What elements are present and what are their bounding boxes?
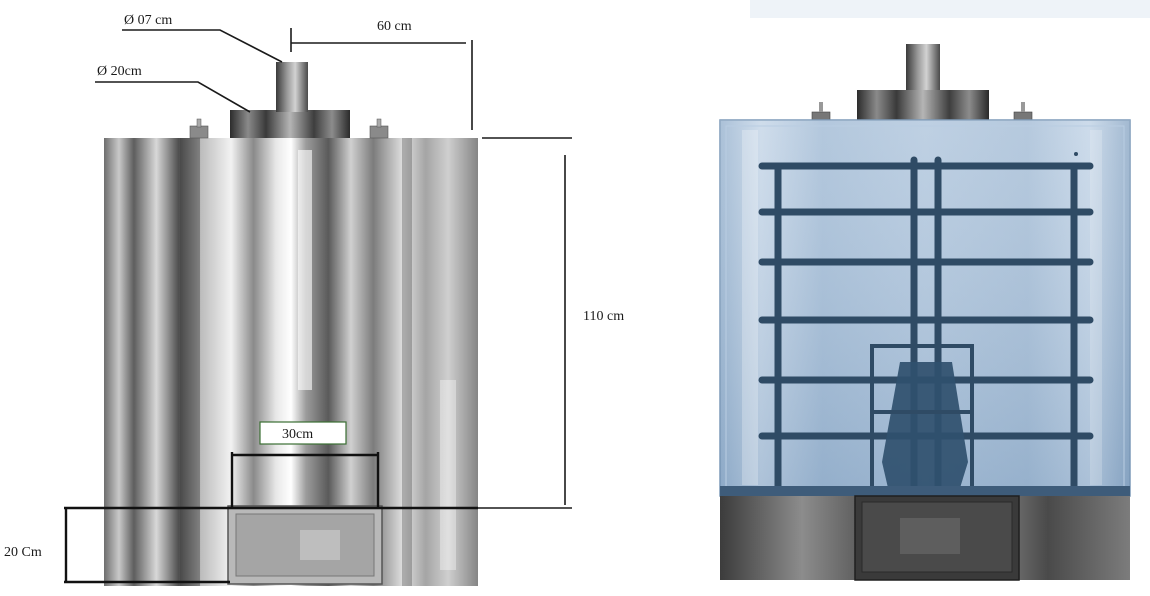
right-glass-bottom-bar: [720, 486, 1130, 496]
right-glass-highlight-2: [1090, 130, 1102, 485]
right-top-lug-left-pin: [819, 102, 823, 112]
left-tank-shadow: [180, 138, 200, 586]
left-top-lug-left: [190, 126, 208, 138]
left-tank-shadow-2: [402, 138, 412, 586]
label-height: 110 cm: [583, 309, 625, 324]
label-outlet-diameter: Ø 07 cm: [124, 13, 173, 28]
left-outlet-pipe: [276, 62, 308, 112]
right-outlet-pipe: [906, 44, 940, 92]
label-neck-diameter: Ø 20cm: [97, 64, 142, 79]
label-door-width: 30cm: [282, 427, 314, 442]
left-tank-highlight: [298, 150, 312, 390]
label-width: 60 cm: [377, 19, 412, 34]
label-base-height: 20 Cm: [4, 545, 42, 560]
left-top-lug-right-pin: [377, 119, 381, 127]
left-tank-highlight-2: [440, 380, 456, 570]
right-view: [720, 44, 1130, 580]
right-base-door-reflection: [900, 518, 960, 554]
left-base-door-reflection: [300, 530, 340, 560]
leader-neck: [95, 82, 250, 112]
leader-outlet: [122, 30, 282, 62]
right-neck-flange: [857, 90, 989, 120]
right-glass-highlight: [742, 130, 758, 485]
left-top-lug-right: [370, 126, 388, 138]
glass-dot: [1074, 152, 1078, 156]
right-top-lug-right-pin: [1021, 102, 1025, 112]
left-view: [4, 13, 624, 586]
left-top-lug-left-pin: [197, 119, 201, 127]
left-neck-flange: [230, 110, 350, 138]
top-banner-band: [750, 0, 1150, 18]
